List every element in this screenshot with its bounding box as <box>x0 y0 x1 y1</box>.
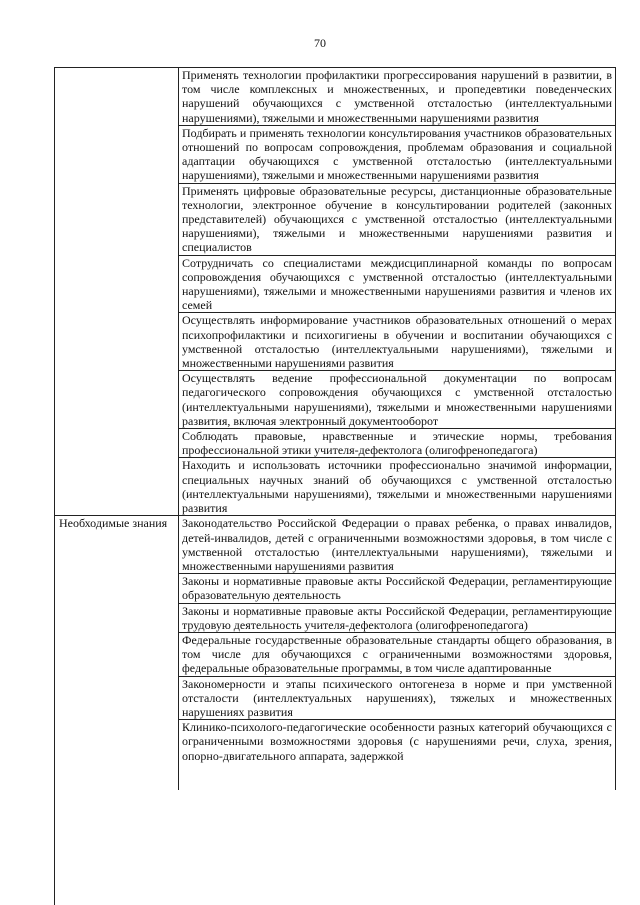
row-label <box>55 68 179 515</box>
list-item: Законы и нормативные правовые акты Российской Федерации, регламентирующие трудовую деятельность учителя-дефектолога (олигофренопедагога) <box>179 604 615 633</box>
list-item: Осуществлять информирование участников образовательных отношений о мерах психопрофилактики и психогигиены в обучении и воспитании обучающихся с умственной отсталостью (интеллектуальными нарушениями), тяжелыми и множественными нарушениями развития <box>179 313 615 371</box>
knowledge-list <box>179 516 616 790</box>
table-row-knowledge <box>55 516 616 790</box>
row-label: Необходимые знания <box>55 516 179 790</box>
list-item: Осуществлять ведение профессиональной документации по вопросам педагогического сопровождения обучающихся с умственной отсталостью (интеллектуальными нарушениями), тяжелыми и множественными нарушениями развития, включая электронный документооборот <box>179 371 615 429</box>
list-item: Законы и нормативные правовые акты Российской Федерации, регламентирующие образовательную деятельность <box>179 574 615 603</box>
list-item: Соблюдать правовые, нравственные и этические нормы, требования профессиональной этики учителя-дефектолога (олигофренопедагога) <box>179 429 615 458</box>
list-item: Подбирать и применять технологии консультирования участников образовательных отношений по вопросам сопровождения, проблемам образования и социальной адаптации обучающихся с умственной отсталостью (интеллектуальными нарушениями), тяжелыми и множественными нарушениями развития <box>179 126 615 184</box>
competency-table <box>54 67 616 905</box>
list-item: Применять технологии профилактики прогрессирования нарушений в развитии, в том числе комплексных и множественных, и пропедевтики поведенческих нарушений обучающихся с умственной отсталостью (интеллектуальными нарушениями), тяжелыми и множественными нарушениями развития <box>179 68 615 126</box>
list-item: Законодательство Российской Федерации о правах ребенка, о правах инвалидов, детей-инвалидов, детей с ограниченными возможностями здоровья, в том числе с умственной отсталостью (интеллектуальными нарушениями), тяжелыми и множественными нарушениями развития <box>179 516 615 574</box>
list-item: Находить и использовать источники профессионально значимой информации, специальных научных знаний об обучающихся с умственной отсталостью (интеллектуальными нарушениями), тяжелыми и множественными нарушениями развития <box>182 458 612 516</box>
list-item: Клинико-психолого-педагогические особенности разных категорий обучающихся с ограниченными возможностями здоровья (с нарушениями речи, слуха, зрения, опорно-двигательного аппарата, задержкой <box>182 720 612 763</box>
table-row-skills <box>55 68 616 516</box>
skills-list <box>179 68 616 515</box>
page-number: 70 <box>314 36 326 50</box>
list-item: Федеральные государственные образовательные стандарты общего образования, в том числе для обучающихся с ограниченными возможностями здоровья, федеральные образовательные программы, в том числе адаптированные <box>179 633 615 677</box>
list-item: Закономерности и этапы психического онтогенеза в норме и при умственной отсталости (интеллектуальных нарушениях), тяжелых и множественных нарушениях развития <box>179 677 615 721</box>
list-item: Сотрудничать со специалистами междисциплинарной команды по вопросам сопровождения обучающихся с умственной отсталостью (интеллектуальными нарушениями), тяжелыми и множественными нарушениями развития и членов их семей <box>179 256 615 314</box>
list-item: Применять цифровые образовательные ресурсы, дистанционные образовательные технологии, электронное обучение в консультировании родителей (законных представителей) обучающихся с умственной отсталостью (интеллектуальными нарушениями), тяжелыми и множественными нарушениями развития и специалистов <box>179 184 615 256</box>
